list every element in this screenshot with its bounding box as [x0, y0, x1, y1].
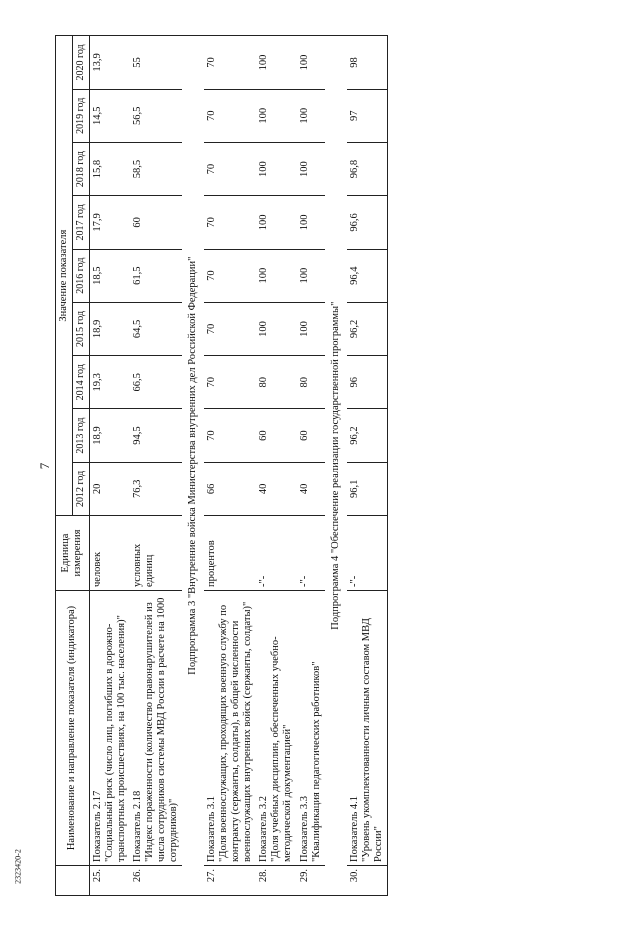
value-cell: 96,4	[347, 249, 388, 302]
table-header	[56, 36, 90, 896]
value-cell: 55	[130, 36, 182, 89]
table-row	[256, 36, 296, 896]
row-number: 29.	[297, 866, 325, 896]
value-cell: 97	[347, 89, 388, 142]
header-name: Наименование и направление показателя (индикатора)	[56, 591, 90, 866]
row-number: 25.	[89, 866, 130, 896]
indicator-cell	[347, 591, 388, 866]
value-cell: 17,9	[89, 196, 130, 249]
value-cell: 100	[256, 302, 296, 355]
header-year: 2019 год	[73, 89, 90, 142]
header-year: 2017 год	[73, 196, 90, 249]
value-cell: 64,5	[130, 302, 182, 355]
unit-cell: -"-	[297, 516, 325, 591]
header-unit: Единица измерения	[56, 516, 90, 591]
header-year: 2016 год	[73, 249, 90, 302]
row-number: 27.	[204, 866, 256, 896]
indicators-table	[55, 35, 388, 896]
value-cell: 15,8	[89, 142, 130, 195]
table-row	[347, 36, 388, 896]
value-cell: 40	[297, 462, 325, 515]
value-cell: 96,2	[347, 302, 388, 355]
row-number: 26.	[130, 866, 182, 896]
value-cell: 96,8	[347, 142, 388, 195]
value-cell: 18,9	[89, 409, 130, 462]
value-cell: 100	[256, 142, 296, 195]
value-cell: 80	[256, 356, 296, 409]
value-cell: 96	[347, 356, 388, 409]
value-cell: 66,5	[130, 356, 182, 409]
header-year: 2013 год	[73, 409, 90, 462]
value-cell: 70	[204, 249, 256, 302]
value-cell: 18,9	[89, 302, 130, 355]
value-cell: 70	[204, 302, 256, 355]
unit-cell: человек	[89, 516, 130, 591]
table-body	[89, 36, 387, 896]
value-cell: 70	[204, 142, 256, 195]
value-cell: 100	[256, 36, 296, 89]
indicator-description: "Уровень укомплектованности личным составом МВД России"	[360, 618, 384, 862]
indicator-description: "Социальный риск (число лиц, погибших в дорожно-транспортных происшествиях, на 100 тыс. населения)"	[103, 615, 127, 862]
indicator-name: Показатель 2.17	[91, 790, 103, 862]
value-cell: 100	[297, 89, 325, 142]
value-cell: 20	[89, 462, 130, 515]
indicator-name: Показатель 3.1	[206, 796, 218, 862]
value-cell: 18,5	[89, 249, 130, 302]
value-cell: 100	[297, 36, 325, 89]
value-cell: 70	[204, 89, 256, 142]
row-number: 28.	[256, 866, 296, 896]
indicator-name: Показатель 3.3	[298, 796, 310, 862]
header-year: 2015 год	[73, 302, 90, 355]
value-cell: 66	[204, 462, 256, 515]
value-cell: 100	[256, 89, 296, 142]
subprogram-row	[182, 36, 204, 896]
value-cell: 60	[130, 196, 182, 249]
value-cell: 96,2	[347, 409, 388, 462]
value-cell: 60	[256, 409, 296, 462]
indicator-description: "Квалификация педагогических работников"	[310, 661, 322, 862]
table-row	[297, 36, 325, 896]
table-row	[204, 36, 256, 896]
value-cell: 56,5	[130, 89, 182, 142]
value-cell: 94,5	[130, 409, 182, 462]
indicator-cell	[89, 591, 130, 866]
value-cell: 61,5	[130, 249, 182, 302]
table-row	[130, 36, 182, 896]
table-row	[89, 36, 130, 896]
indicator-cell	[297, 591, 325, 866]
value-cell: 100	[297, 142, 325, 195]
value-cell: 70	[204, 36, 256, 89]
value-cell: 100	[297, 249, 325, 302]
header-value-group: Значение показателя	[56, 36, 73, 516]
row-number: 30.	[347, 866, 388, 896]
indicator-name: Показатель 4.1	[348, 796, 360, 862]
value-cell: 40	[256, 462, 296, 515]
value-cell: 70	[204, 196, 256, 249]
header-num	[56, 866, 90, 896]
value-cell: 100	[256, 196, 296, 249]
header-year: 2018 год	[73, 142, 90, 195]
page-number-label: 7	[37, 462, 52, 470]
value-cell: 100	[297, 302, 325, 355]
header-year: 2014 год	[73, 356, 90, 409]
value-cell: 80	[297, 356, 325, 409]
value-cell: 19,3	[89, 356, 130, 409]
value-cell: 13,9	[89, 36, 130, 89]
value-cell: 60	[297, 409, 325, 462]
value-cell: 76,3	[130, 462, 182, 515]
indicator-name: Показатель 3.2	[258, 796, 270, 862]
indicator-cell	[256, 591, 296, 866]
value-cell: 98	[347, 36, 388, 89]
indicator-description: "Доля военнослужащих, проходящих военную службу по контракту (сержанты, солдаты), в общей численности военнослужащих внутренних войск (сержанты, солдаты)"	[218, 601, 254, 862]
unit-cell: процентов	[204, 516, 256, 591]
unit-cell: условных единиц	[130, 516, 182, 591]
subprogram-title: Подпрограмма 4 "Обеспечение реализации государственной программы"	[325, 36, 347, 896]
value-cell: 100	[297, 196, 325, 249]
header-year: 2020 год	[73, 36, 90, 89]
document-code: 2323420-2	[13, 849, 23, 884]
subprogram-title: Подпрограмма 3 "Внутренние войска Министерства внутренних дел Российской Федерации"	[182, 36, 204, 896]
indicator-name: Показатель 2.18	[131, 790, 143, 862]
unit-cell: -"-	[256, 516, 296, 591]
subprogram-row	[325, 36, 347, 896]
value-cell: 58,5	[130, 142, 182, 195]
indicator-cell	[204, 591, 256, 866]
value-cell: 96,6	[347, 196, 388, 249]
value-cell: 70	[204, 409, 256, 462]
header-year: 2012 год	[73, 462, 90, 515]
indicator-cell	[130, 591, 182, 866]
indicator-description: "Индекс пораженности (количество правонарушителей из числа сотрудников системы МВД России в расчете на 1000 сотрудников)"	[143, 597, 179, 862]
value-cell: 70	[204, 356, 256, 409]
value-cell: 14,5	[89, 89, 130, 142]
unit-cell: -"-	[347, 516, 388, 591]
value-cell: 100	[256, 249, 296, 302]
value-cell: 96,1	[347, 462, 388, 515]
indicator-description: "Доля учебных дисциплин, обеспеченных учебно-методической документацией"	[270, 636, 294, 862]
rotated-table-container	[37, 36, 585, 896]
